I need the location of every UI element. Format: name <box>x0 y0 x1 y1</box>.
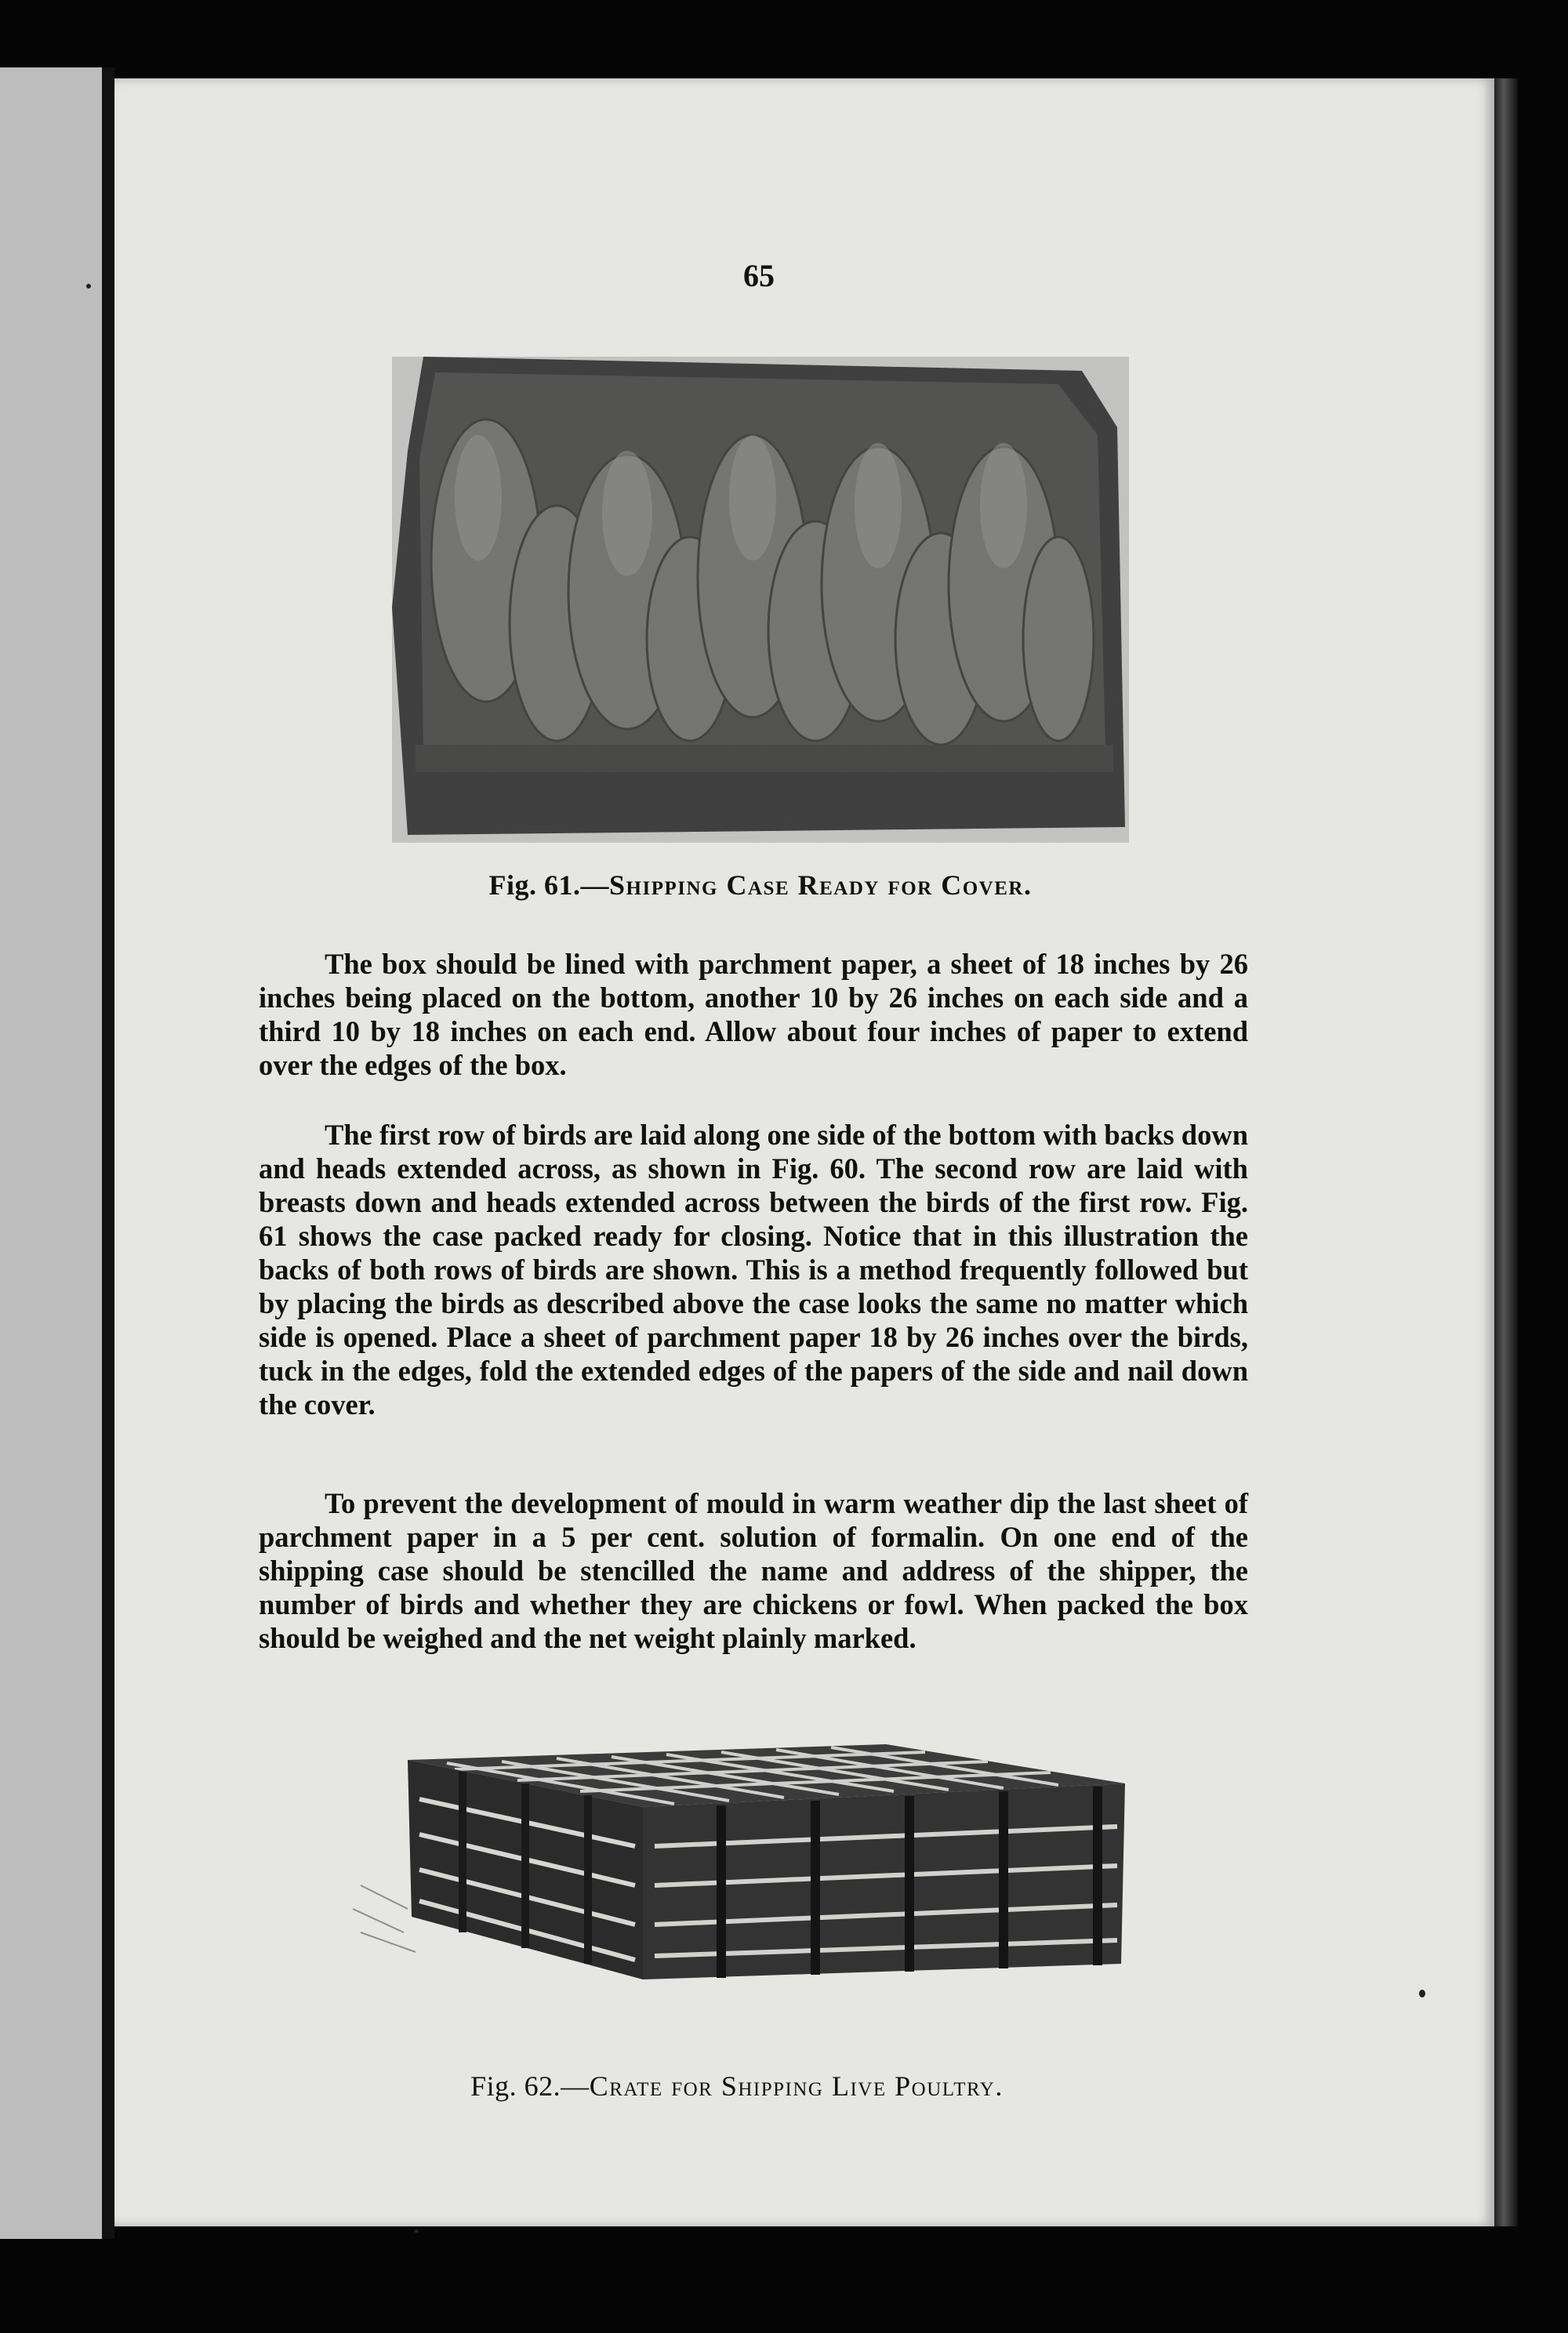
left-page-edge <box>0 67 102 2239</box>
figure-shipping-case <box>392 357 1129 843</box>
poultry-crate-illustration <box>345 1729 1129 1995</box>
right-page-edge <box>1494 78 1518 2226</box>
paragraph-packing: The first row of birds are laid along one side of the bottom with backs down and heads extended across, as shown in Fig. 60. The second row are laid with breasts down and heads extended across between the birds of the first row. Fig. 61 shows the case packed ready for closing. Notice that in this illustration the backs of both rows of birds are shown. This is a method frequently followed but by placing the birds as described above the case looks the same no matter which side is opened. Place a sheet of parchment paper 18 by 26 inches over the birds, tuck in the edges, fold the extended edges of the papers of the side and nail down the cover. <box>259 1119 1248 1420</box>
page-number: 65 <box>743 258 775 293</box>
ink-speck <box>86 284 91 288</box>
figure-62-caption-prefix: Fig. 62.— <box>470 2070 590 2102</box>
shipping-case-illustration <box>392 357 1129 843</box>
figure-poultry-crate <box>345 1729 1129 1995</box>
figure-61-caption <box>368 869 1152 902</box>
ink-speck <box>1419 1990 1425 1997</box>
ink-speck <box>414 2230 419 2233</box>
paragraph-mould: To prevent the development of mould in warm weather dip the last sheet of parchment paper in a 5 per cent. solution of formalin. On one end of the shipping case should be stencilled the name and address of the shipper, the number of birds and whether they are chickens or fowl. When packed the box should be weighed and the net weight plainly marked. <box>259 1487 1248 1654</box>
figure-61-caption-prefix: Fig. 61.— <box>488 869 610 901</box>
figure-62-caption-title: Crate for Shipping Live Poultry. <box>589 2070 1004 2102</box>
figure-62-caption <box>329 2070 1145 2103</box>
book-gutter <box>102 67 114 2239</box>
paragraph-lining: The box should be lined with parchment paper, a sheet of 18 inches by 26 inches being placed on the bottom, another 10 by 26 inches on each side and a third 10 by 18 inches on each end. Allow about four inches of paper to extend over the edges of the box. <box>259 948 1248 1081</box>
figure-61-caption-title: Shipping Case Ready for Cover. <box>609 869 1033 901</box>
